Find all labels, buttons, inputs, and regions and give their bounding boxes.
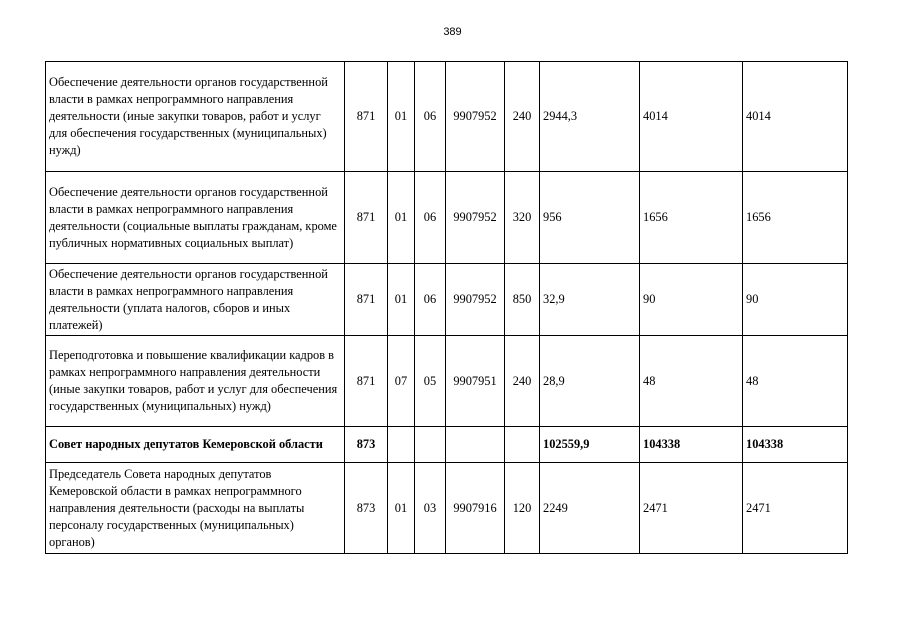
row-target-article: 9907952 bbox=[446, 264, 505, 336]
row-expense-type: 120 bbox=[505, 463, 540, 554]
row-section-code: 01 bbox=[388, 62, 415, 172]
row-name: Обеспечение деятельности органов государственной власти в рамках непрограммного направления деятельности (социальные выплаты гражданам, кроме публичных нормативных социальных выплат) bbox=[46, 172, 345, 264]
row-target-article: 9907951 bbox=[446, 336, 505, 427]
row-section-code: 01 bbox=[388, 463, 415, 554]
table-row bbox=[46, 62, 848, 172]
row-ved-code: 871 bbox=[345, 264, 388, 336]
row-section-code: 01 bbox=[388, 264, 415, 336]
row-subsection-code: 06 bbox=[415, 172, 446, 264]
row-name: Переподготовка и повышение квалификации кадров в рамках непрограммного направления деятельности (иные закупки товаров, работ и услуг для обеспечения государственных (муниципальных) нужд) bbox=[46, 336, 345, 427]
row-expense-type: 240 bbox=[505, 336, 540, 427]
budget-table bbox=[45, 61, 848, 554]
row-amount-1: 102559,9 bbox=[540, 427, 640, 463]
row-name: Обеспечение деятельности органов государственной власти в рамках непрограммного направления деятельности (уплата налогов, сборов и иных платежей) bbox=[46, 264, 345, 336]
row-amount-3: 2471 bbox=[743, 463, 848, 554]
row-section-code: 07 bbox=[388, 336, 415, 427]
row-amount-2: 48 bbox=[640, 336, 743, 427]
row-target-article: 9907916 bbox=[446, 463, 505, 554]
row-subsection-code: 06 bbox=[415, 264, 446, 336]
row-subsection-code bbox=[415, 427, 446, 463]
row-amount-1: 28,9 bbox=[540, 336, 640, 427]
row-amount-1: 2944,3 bbox=[540, 62, 640, 172]
row-amount-2: 104338 bbox=[640, 427, 743, 463]
table-row bbox=[46, 427, 848, 463]
table-row bbox=[46, 264, 848, 336]
page-number: 389 bbox=[443, 26, 462, 38]
row-name: Совет народных депутатов Кемеровской области bbox=[46, 427, 345, 463]
row-amount-2: 90 bbox=[640, 264, 743, 336]
row-amount-3: 90 bbox=[743, 264, 848, 336]
row-amount-1: 2249 bbox=[540, 463, 640, 554]
row-section-code: 01 bbox=[388, 172, 415, 264]
row-expense-type: 240 bbox=[505, 62, 540, 172]
row-expense-type: 850 bbox=[505, 264, 540, 336]
row-name: Обеспечение деятельности органов государственной власти в рамках непрограммного направления деятельности (иные закупки товаров, работ и услуг для обеспечения государственных (муниципальных) нужд) bbox=[46, 62, 345, 172]
row-amount-1: 956 bbox=[540, 172, 640, 264]
row-subsection-code: 05 bbox=[415, 336, 446, 427]
row-amount-3: 48 bbox=[743, 336, 848, 427]
row-expense-type bbox=[505, 427, 540, 463]
row-section-code bbox=[388, 427, 415, 463]
row-amount-1: 32,9 bbox=[540, 264, 640, 336]
row-subsection-code: 03 bbox=[415, 463, 446, 554]
row-target-article: 9907952 bbox=[446, 62, 505, 172]
row-subsection-code: 06 bbox=[415, 62, 446, 172]
row-target-article: 9907952 bbox=[446, 172, 505, 264]
row-ved-code: 871 bbox=[345, 172, 388, 264]
row-ved-code: 871 bbox=[345, 336, 388, 427]
row-target-article bbox=[446, 427, 505, 463]
row-name: Председатель Совета народных депутатов Кемеровской области в рамках непрограммного направления деятельности (расходы на выплаты персоналу государственных (муниципальных) органов) bbox=[46, 463, 345, 554]
row-expense-type: 320 bbox=[505, 172, 540, 264]
table-row bbox=[46, 336, 848, 427]
row-amount-2: 2471 bbox=[640, 463, 743, 554]
table-row bbox=[46, 463, 848, 554]
table-row bbox=[46, 172, 848, 264]
row-amount-3: 4014 bbox=[743, 62, 848, 172]
row-amount-3: 104338 bbox=[743, 427, 848, 463]
row-ved-code: 871 bbox=[345, 62, 388, 172]
row-amount-2: 4014 bbox=[640, 62, 743, 172]
row-ved-code: 873 bbox=[345, 463, 388, 554]
row-amount-2: 1656 bbox=[640, 172, 743, 264]
row-ved-code: 873 bbox=[345, 427, 388, 463]
row-amount-3: 1656 bbox=[743, 172, 848, 264]
